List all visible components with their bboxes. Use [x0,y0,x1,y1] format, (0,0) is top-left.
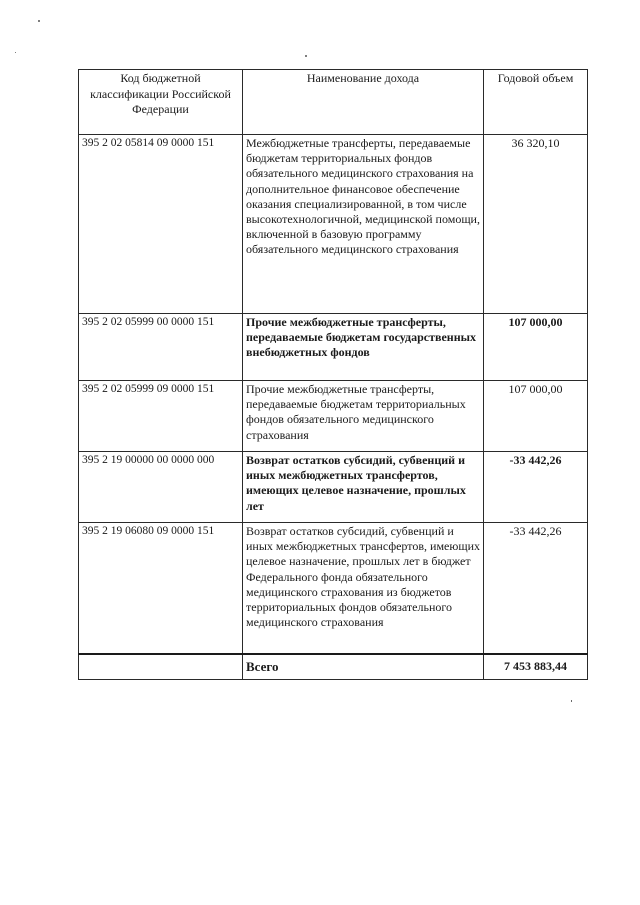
row-amount: 36 320,10 [484,135,588,314]
row-amount: -33 442,26 [484,452,588,523]
row-name: Прочие межбюджетные трансферты, передаваемые бюджетам государственных внебюджетных фондов [243,314,484,381]
table-row [79,523,588,655]
row-amount: 107 000,00 [484,314,588,381]
header-amount: Годовой объем [484,70,588,135]
row-code: 395 2 19 06080 09 0000 151 [79,523,243,655]
scan-speck [571,700,572,702]
scan-speck [38,20,40,22]
row-amount: 107 000,00 [484,381,588,452]
table-row [79,452,588,523]
total-row [79,654,588,680]
header-code: Код бюджетной классификации Российской Федерации [79,70,243,135]
row-code: 395 2 02 05999 00 0000 151 [79,314,243,381]
table-header-row [79,70,588,135]
row-code: 395 2 19 00000 00 0000 000 [79,452,243,523]
table-row [79,314,588,381]
budget-table [78,69,588,680]
row-name: Возврат остатков субсидий, субвенций и иных межбюджетных трансфертов, имеющих целевое назначение, прошлых лет в бюджет Федерального фонда обязательного медицинского страхования из бюджетов территориальных фондов обязательного медицинского страхования [243,523,484,655]
row-name: Возврат остатков субсидий, субвенций и иных межбюджетных трансфертов, имеющих целевое назначение, прошлых лет [243,452,484,523]
scan-speck [15,52,16,53]
row-code: 395 2 02 05999 09 0000 151 [79,381,243,452]
row-code: 395 2 02 05814 09 0000 151 [79,135,243,314]
row-amount: -33 442,26 [484,523,588,655]
header-name: Наименование дохода [243,70,484,135]
row-name: Межбюджетные трансферты, передаваемые бюджетам территориальных фондов обязательного медицинского страхования на дополнительное финансовое обеспечение оказания специализированной, в том числе высокотехнологичной, медицинской помощи, включенной в базовую программу обязательного медицинского страхования [243,135,484,314]
row-name: Прочие межбюджетные трансферты, передаваемые бюджетам территориальных фондов обязательного медицинского страхования [243,381,484,452]
total-code-empty [79,654,243,680]
table-row [79,381,588,452]
scan-speck [305,55,307,57]
total-label: Всего [243,654,484,680]
total-amount: 7 453 883,44 [484,654,588,680]
table-row [79,135,588,314]
